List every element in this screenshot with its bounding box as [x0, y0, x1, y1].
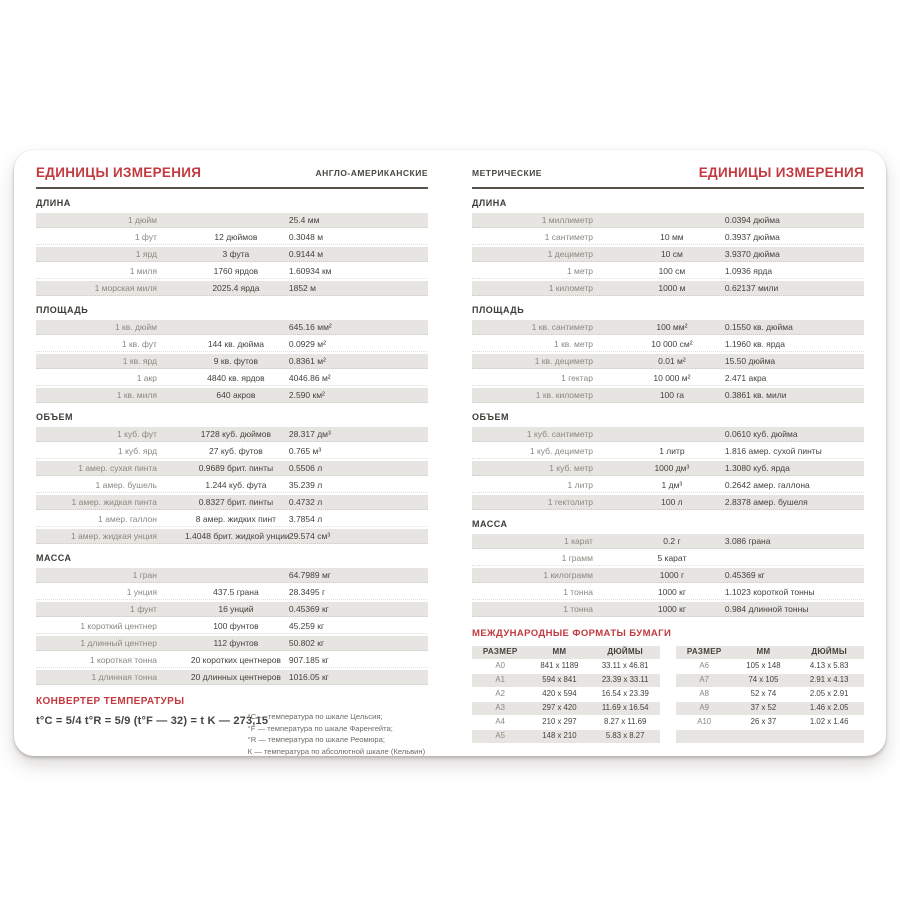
unit-row: [472, 585, 864, 600]
unit-value: 1.3080 куб. ярда: [724, 463, 790, 473]
unit-value: 4046.86 м²: [288, 373, 331, 383]
section-title: МАССА: [472, 519, 508, 529]
paper-formats-title: МЕЖДУНАРОДНЫЕ ФОРМАТЫ БУМАГИ: [472, 628, 672, 639]
section-title: ОБЪЕМ: [472, 412, 509, 422]
unit-equivalent: 12 дюймов: [214, 232, 258, 242]
unit-value: 1.1960 кв. ярда: [724, 339, 785, 349]
unit-equivalent: [185, 568, 287, 582]
unit-value: 28.317 дм³: [288, 429, 331, 439]
unit-equivalent: 27 куб. футов: [209, 446, 263, 456]
temperature-note: °R — температура по шкале Реомюра;: [247, 735, 385, 744]
unit-value: 0.45369 кг: [724, 570, 765, 580]
unit-row: [472, 354, 864, 369]
unit-name: 1 куб. дециметр: [529, 446, 593, 456]
paper-size: A4: [495, 717, 505, 726]
unit-row: [472, 371, 864, 386]
unit-row: [472, 602, 864, 617]
unit-value: 0.9144 м: [288, 249, 324, 259]
unit-name: 1 кв. миля: [116, 390, 157, 400]
unit-value: 64.7989 мг: [288, 570, 331, 580]
temperature-converter-title: КОНВЕРТЕР ТЕМПЕРАТУРЫ: [36, 696, 185, 707]
paper-inches: 8.27 x 11.69: [604, 717, 647, 726]
unit-row: [36, 568, 428, 583]
unit-value: 0.0610 куб. дюйма: [724, 429, 798, 439]
paper-row: [676, 688, 864, 701]
unit-row: [472, 534, 864, 549]
unit-equivalent: 16 унций: [218, 604, 254, 614]
unit-value: 0.62137 мили: [724, 283, 779, 293]
unit-value: 29.574 см³: [288, 531, 331, 541]
unit-row: [36, 388, 428, 403]
paper-row: [676, 716, 864, 729]
unit-name: 1 тонна: [563, 604, 593, 614]
unit-name: 1 миллиметр: [541, 215, 593, 225]
unit-name: 1 метр: [566, 266, 593, 276]
paper-size: A1: [495, 675, 505, 684]
temperature-converter: [36, 696, 428, 756]
unit-name: 1 кв. километр: [535, 390, 593, 400]
unit-name: 1 километр: [548, 283, 593, 293]
unit-equivalent: [621, 213, 723, 227]
paper-table-left: [472, 646, 660, 744]
unit-name: 1 амер. жидкая пинта: [71, 497, 157, 507]
paper-mm: 420 x 594: [542, 689, 577, 698]
unit-row: [36, 371, 428, 386]
unit-name: 1 акр: [136, 373, 157, 383]
unit-value: [723, 551, 864, 565]
unit-name: 1 килограмм: [543, 570, 593, 580]
unit-row: [472, 461, 864, 476]
unit-row: [472, 337, 864, 352]
unit-equivalent: [185, 213, 287, 227]
paper-row: [676, 730, 864, 743]
unit-name: 1 кв. дюйм: [114, 322, 157, 332]
unit-equivalent: 9 кв. футов: [213, 356, 259, 366]
unit-row: [36, 478, 428, 493]
section-area: [472, 305, 864, 403]
paper-row: [676, 660, 864, 673]
unit-value: 0.8361 м²: [288, 356, 326, 366]
unit-equivalent: 100 фунтов: [213, 621, 259, 631]
paper-mm: 26 x 37: [750, 717, 777, 726]
unit-equivalent: 20 длинных центнеров: [190, 672, 281, 682]
section-title: МАССА: [36, 553, 72, 563]
unit-row: [36, 427, 428, 442]
unit-name: 1 дециметр: [547, 249, 593, 259]
paper-mm: 841 x 1189: [540, 661, 579, 670]
unit-value: 907.185 кг: [288, 655, 329, 665]
unit-name: 1 литр: [567, 480, 593, 490]
unit-value: 1.1023 короткой тонны: [724, 587, 815, 597]
unit-name: 1 амер. жидкая унция: [70, 531, 157, 541]
unit-name: 1 длинная тонна: [91, 672, 157, 682]
paper-size: A7: [699, 675, 709, 684]
temperature-note: °C — температура по шкале Цельсия;: [247, 712, 383, 721]
section-title: ОБЪЕМ: [36, 412, 73, 422]
unit-equivalent: [185, 320, 287, 334]
unit-row: [472, 427, 864, 442]
section-volume: [36, 412, 428, 544]
paper-size: A3: [495, 703, 505, 712]
unit-row: [36, 461, 428, 476]
page-subtitle: АНГЛО-АМЕРИКАНСКИЕ: [315, 168, 428, 178]
unit-equivalent: 3 фута: [222, 249, 250, 259]
unit-name: 1 короткая тонна: [89, 655, 157, 665]
section-title: ПЛОЩАДЬ: [36, 305, 89, 315]
paper-mm: 594 x 841: [542, 675, 577, 684]
unit-equivalent: 1000 кг: [657, 587, 686, 597]
temperature-formula: t°C = 5/4 t°R = 5/9 (t°F — 32) = t K — 273,15: [36, 715, 269, 727]
unit-value: 2.8378 амер. бушеля: [724, 497, 808, 507]
paper-inches: 1.46 x 2.05: [809, 703, 849, 712]
unit-name: 1 кв. фут: [121, 339, 157, 349]
unit-equivalent: 0.9689 брит. пинты: [198, 463, 274, 473]
unit-value: 3.7854 л: [288, 514, 323, 524]
paper-mm: 37 x 52: [750, 703, 777, 712]
paper-formats-tables: [472, 646, 864, 744]
unit-equivalent: 1 дм³: [661, 480, 683, 490]
unit-equivalent: 10 мм: [660, 232, 684, 242]
unit-value: 1852 м: [288, 283, 316, 293]
paper-inches: 5.83 x 8.27: [605, 731, 645, 740]
unit-row: [36, 354, 428, 369]
unit-name: 1 сантиметр: [544, 232, 593, 242]
unit-value: 1.60934 км: [288, 266, 332, 276]
unit-row: [472, 230, 864, 245]
unit-row: [472, 495, 864, 510]
temperature-notes: [248, 696, 428, 756]
page-subtitle: МЕТРИЧЕСКИЕ: [472, 168, 542, 178]
unit-name: 1 гектолитр: [547, 497, 593, 507]
unit-row: [36, 529, 428, 544]
unit-name: 1 куб. сантиметр: [526, 429, 593, 439]
unit-equivalent: 100 см: [658, 266, 686, 276]
unit-row: [472, 213, 864, 228]
unit-equivalent: [621, 427, 723, 441]
unit-row: [36, 247, 428, 262]
unit-tables-anglo: [36, 198, 428, 685]
unit-row: [36, 670, 428, 685]
unit-equivalent: 2025.4 ярда: [212, 283, 260, 293]
paper-header-inches: ДЮЙМЫ: [811, 647, 848, 656]
unit-row: [36, 512, 428, 527]
paper-header-size: РАЗМЕР: [482, 647, 518, 656]
unit-value: 15.50 дюйма: [724, 356, 776, 366]
unit-name: 1 длинный центнер: [80, 638, 157, 648]
unit-value: 1016.05 кг: [288, 672, 329, 682]
unit-value: 0.4732 л: [288, 497, 323, 507]
unit-name: 1 ярд: [135, 249, 157, 259]
unit-equivalent: 10 000 см²: [651, 339, 693, 349]
unit-name: 1 грамм: [561, 553, 593, 563]
unit-name: 1 морская миля: [94, 283, 157, 293]
unit-row: [36, 264, 428, 279]
diary-spread: [14, 150, 886, 756]
unit-name: 1 гран: [132, 570, 157, 580]
unit-value: 0.0394 дюйма: [724, 215, 780, 225]
paper-inches: 16.54 x 23.39: [601, 689, 649, 698]
unit-value: 0.45369 кг: [288, 604, 329, 614]
unit-equivalent: 1728 куб. дюймов: [200, 429, 271, 439]
unit-equivalent: 1760 ярдов: [213, 266, 259, 276]
unit-name: 1 куб. метр: [549, 463, 593, 473]
unit-equivalent: 437.5 грана: [213, 587, 259, 597]
unit-value: 3.9370 дюйма: [724, 249, 780, 259]
unit-equivalent: 1.4048 брит. жидкой унции: [184, 531, 290, 541]
unit-value: 0.3048 м: [288, 232, 324, 242]
unit-equivalent: 4840 кв. ярдов: [207, 373, 265, 383]
unit-equivalent: 1 литр: [659, 446, 685, 456]
unit-tables-metric: [472, 198, 864, 617]
unit-name: 1 кв. метр: [553, 339, 593, 349]
unit-equivalent: 100 мм²: [656, 322, 688, 332]
unit-equivalent: 5 карат: [657, 553, 687, 563]
unit-equivalent: 1000 кг: [657, 604, 686, 614]
unit-value: 2.471 акра: [724, 373, 767, 383]
paper-inches: [794, 730, 864, 743]
unit-value: 28.3495 г: [288, 587, 326, 597]
section-length: [472, 198, 864, 296]
paper-size: A6: [699, 661, 709, 670]
unit-equivalent: 0.2 г: [663, 536, 681, 546]
paper-inches: 4.13 x 5.83: [809, 661, 849, 670]
unit-value: 0.3937 дюйма: [724, 232, 780, 242]
paper-mm: 148 x 210: [542, 731, 577, 740]
unit-equivalent: 112 фунтов: [213, 638, 259, 648]
page-right-header: [472, 165, 864, 180]
unit-name: 1 короткий центнер: [80, 621, 157, 631]
paper-inches: 33.11 x 46.81: [601, 661, 649, 670]
paper-size: A8: [699, 689, 709, 698]
page-title: ЕДИНИЦЫ ИЗМЕРЕНИЯ: [36, 165, 202, 180]
unit-equivalent: 144 кв. дюйма: [207, 339, 264, 349]
unit-value: 0.5506 л: [288, 463, 323, 473]
paper-formats: [472, 628, 864, 744]
unit-row: [36, 585, 428, 600]
paper-header-size: РАЗМЕР: [686, 647, 722, 656]
unit-value: 3.086 грана: [724, 536, 771, 546]
paper-size: A10: [697, 717, 712, 726]
unit-name: 1 дюйм: [127, 215, 157, 225]
temperature-note: К — температура по абсолютной шкале (Кельвин): [247, 746, 426, 756]
unit-row: [472, 281, 864, 296]
paper-inches: 2.91 x 4.13: [809, 675, 849, 684]
unit-value: 25.4 мм: [288, 215, 320, 225]
unit-equivalent: 0.8327 брит. пинты: [198, 497, 274, 507]
unit-equivalent: 1000 г: [659, 570, 685, 580]
unit-equivalent: 640 акров: [216, 390, 256, 400]
unit-name: 1 тонна: [563, 587, 593, 597]
paper-inches: 23.39 x 33.11: [601, 675, 649, 684]
section-title: ДЛИНА: [472, 198, 507, 208]
paper-mm: 105 x 148: [746, 661, 781, 670]
unit-equivalent: 100 га: [659, 390, 684, 400]
unit-value: 1.816 амер. сухой пинты: [724, 446, 822, 456]
unit-name: 1 амер. галлон: [98, 514, 157, 524]
paper-row: [472, 674, 660, 687]
paper-table-right: [676, 646, 864, 744]
unit-row: [472, 444, 864, 459]
paper-header-mm: ММ: [756, 647, 771, 656]
unit-row: [36, 495, 428, 510]
unit-row: [472, 388, 864, 403]
section-length: [36, 198, 428, 296]
paper-mm: 210 x 297: [542, 717, 577, 726]
unit-value: 0.3861 кв. мили: [724, 390, 787, 400]
unit-row: [36, 444, 428, 459]
paper-inches: 1.02 x 1.46: [809, 717, 849, 726]
unit-row: [472, 320, 864, 335]
section-mass: [472, 519, 864, 617]
unit-equivalent: 20 коротких центнеров: [190, 655, 281, 665]
unit-value: 0.984 длинной тонны: [724, 604, 809, 614]
header-rule: [472, 187, 864, 189]
unit-value: 0.0929 м²: [288, 339, 326, 349]
paper-row: [472, 730, 660, 743]
unit-value: 2.590 км²: [288, 390, 325, 400]
unit-name: 1 кв. сантиметр: [531, 322, 593, 332]
unit-name: 1 амер. бушель: [95, 480, 157, 490]
unit-row: [36, 213, 428, 228]
unit-name: 1 куб. ярд: [118, 446, 157, 456]
unit-name: 1 карат: [564, 536, 593, 546]
paper-row: [472, 660, 660, 673]
paper-row: [676, 674, 864, 687]
unit-value: 45.259 кг: [288, 621, 325, 631]
page-left-header: [36, 165, 428, 180]
unit-value: 0.1550 кв. дюйма: [724, 322, 793, 332]
unit-row: [36, 619, 428, 634]
section-area: [36, 305, 428, 403]
unit-row: [36, 281, 428, 296]
unit-name: 1 кв. ярд: [122, 356, 157, 366]
paper-mm: [732, 730, 794, 743]
paper-size: A0: [495, 661, 505, 670]
paper-size: [676, 730, 732, 743]
unit-value: 645.16 мм²: [288, 322, 332, 332]
paper-row: [472, 702, 660, 715]
paper-mm: 297 x 420: [542, 703, 577, 712]
unit-row: [472, 568, 864, 583]
unit-row: [472, 264, 864, 279]
unit-value: 1.0936 ярда: [724, 266, 773, 276]
unit-row: [36, 320, 428, 335]
unit-equivalent: 1000 м: [658, 283, 686, 293]
unit-name: 1 фут: [134, 232, 157, 242]
paper-size: A9: [699, 703, 709, 712]
unit-row: [472, 551, 864, 566]
paper-mm: 52 x 74: [750, 689, 777, 698]
unit-row: [36, 230, 428, 245]
paper-header-inches: ДЮЙМЫ: [607, 647, 644, 656]
unit-value: 35.239 л: [288, 480, 323, 490]
page-left: [14, 150, 450, 756]
unit-row: [36, 337, 428, 352]
unit-row: [36, 653, 428, 668]
unit-equivalent: 100 л: [661, 497, 683, 507]
paper-row: [676, 702, 864, 715]
paper-mm: 74 x 105: [748, 675, 779, 684]
paper-row: [472, 688, 660, 701]
section-title: ДЛИНА: [36, 198, 71, 208]
paper-row: [472, 716, 660, 729]
unit-row: [36, 636, 428, 651]
unit-equivalent: 10 000 м²: [653, 373, 691, 383]
page-right: [450, 150, 886, 756]
unit-row: [472, 247, 864, 262]
temperature-note: °F — температура по шкале Фаренгейта;: [247, 723, 393, 733]
paper-header-mm: ММ: [552, 647, 567, 656]
unit-value: 0.2642 амер. галлона: [724, 480, 810, 490]
paper-inches: 11.69 x 16.54: [601, 703, 649, 712]
unit-name: 1 гектар: [561, 373, 593, 383]
section-volume: [472, 412, 864, 510]
section-title: ПЛОЩАДЬ: [472, 305, 525, 315]
unit-name: 1 амер. сухая пинта: [78, 463, 157, 473]
paper-size: A2: [495, 689, 505, 698]
unit-equivalent: 10 см: [660, 249, 683, 259]
unit-value: 50.802 кг: [288, 638, 325, 648]
unit-name: 1 миля: [129, 266, 157, 276]
unit-row: [36, 602, 428, 617]
paper-size: A5: [495, 731, 505, 740]
paper-header-row: [472, 646, 660, 659]
section-mass: [36, 553, 428, 685]
page-title: ЕДИНИЦЫ ИЗМЕРЕНИЯ: [698, 165, 864, 180]
temperature-converter-left: [36, 696, 269, 756]
unit-equivalent: 1000 дм³: [654, 463, 690, 473]
unit-equivalent: 0.01 м²: [658, 356, 686, 366]
unit-name: 1 фунт: [130, 604, 157, 614]
unit-equivalent: 8 амер. жидких пинт: [195, 514, 277, 524]
unit-name: 1 куб. фут: [117, 429, 157, 439]
unit-name: 1 кв. дециметр: [534, 356, 593, 366]
paper-inches: 2.05 x 2.91: [809, 689, 849, 698]
unit-name: 1 унция: [126, 587, 157, 597]
paper-header-row: [676, 646, 864, 659]
unit-equivalent: 1.244 куб. фута: [205, 480, 267, 490]
unit-value: 0.765 м³: [288, 446, 322, 456]
header-rule: [36, 187, 428, 189]
unit-row: [472, 478, 864, 493]
